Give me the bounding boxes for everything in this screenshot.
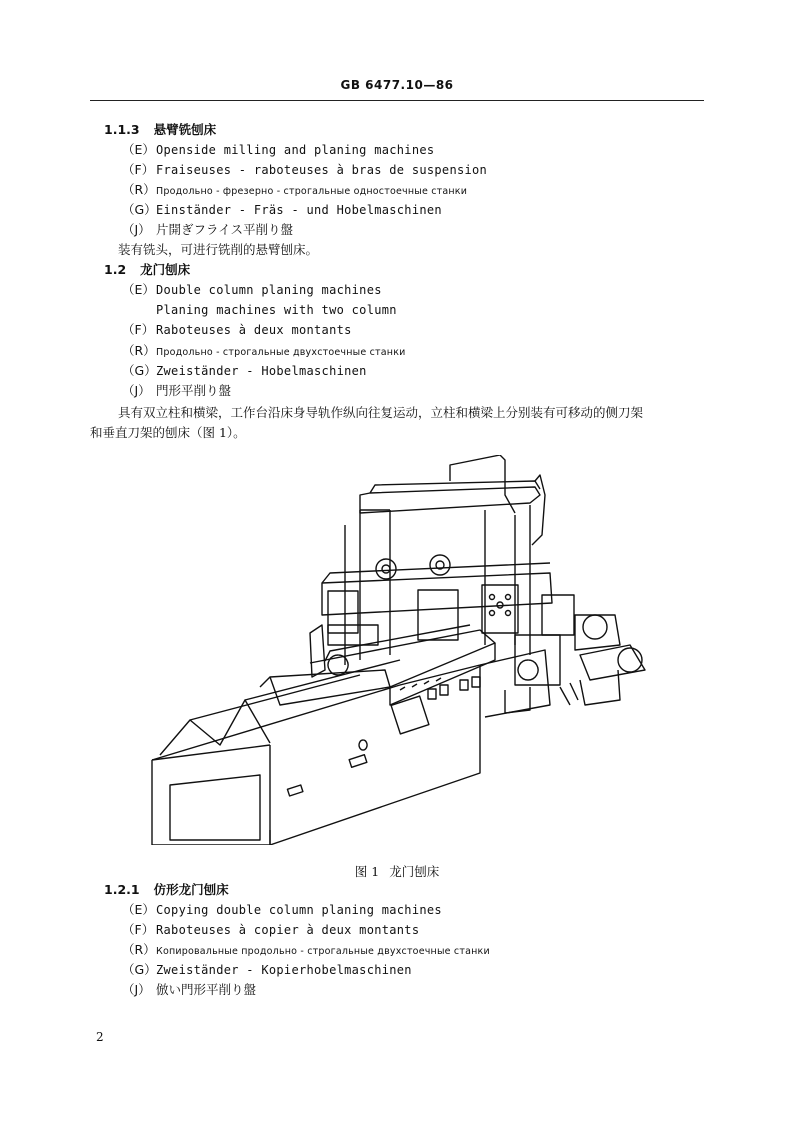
section-title: 悬臂铣刨床: [153, 122, 217, 137]
lang-label: （G）: [122, 363, 157, 378]
term-text: 倣い門形平削り盤: [156, 982, 257, 997]
definition-text: 装有铣头，可进行铣削的悬臂刨床。: [118, 242, 319, 257]
term-e-alt: [156, 302, 397, 318]
section-title: 龙门刨床: [140, 262, 191, 277]
figure-title: 龙门刨床: [389, 864, 440, 879]
term-e: [122, 282, 382, 298]
term-text: Raboteuses à deux montants: [156, 323, 352, 337]
section-number: 1.2.1: [104, 882, 140, 897]
standard-code-header: GB 6477.10—86: [340, 78, 454, 92]
term-r: [122, 182, 467, 200]
term-text: Openside milling and planing machines: [156, 143, 435, 157]
term-text: Zweiständer - Hobelmaschinen: [156, 364, 367, 378]
term-text: Planing machines with two column: [156, 303, 397, 317]
header-rule: [90, 100, 704, 101]
page-number: 2: [96, 1030, 104, 1044]
figure-label: 图 1: [354, 864, 380, 879]
term-text: 片開ぎフライス平削り盤: [156, 222, 294, 237]
lang-label: （R）: [122, 343, 156, 358]
term-text: 門形平削り盤: [156, 383, 232, 398]
lang-label: （E）: [122, 282, 155, 297]
lang-label: （G）: [122, 202, 157, 217]
term-text: Продольно - строгальные двухстоечные станки: [156, 347, 406, 358]
term-text: Einständer - Fräs - und Hobelmaschinen: [156, 203, 442, 217]
lang-label: （F）: [122, 162, 155, 177]
section-heading-1-2: [104, 262, 190, 278]
planing-machine-illustration: [150, 455, 660, 845]
lang-label: （J）: [122, 222, 151, 237]
term-j: [122, 982, 256, 998]
term-j: [122, 222, 293, 238]
term-r: [122, 942, 490, 960]
section-heading-1-1-3: [104, 122, 216, 138]
section-number: 1.2: [104, 262, 127, 277]
section-title: 仿形龙门刨床: [153, 882, 229, 897]
lang-label: （F）: [122, 922, 155, 937]
term-text: Double column planing machines: [156, 283, 382, 297]
lang-label: （G）: [122, 962, 157, 977]
lang-label: （J）: [122, 982, 151, 997]
term-f: [122, 162, 487, 178]
term-text: Копировальные продольно - строгальные двухстоечные станки: [156, 946, 490, 957]
term-text: Copying double column planing machines: [156, 903, 442, 917]
term-text: Продольно - фрезерно - строгальные одностоечные станки: [156, 186, 468, 197]
definition-text-line-2: 和垂直刀架的刨床（图 1）。: [90, 425, 246, 440]
section-number: 1.1.3: [104, 122, 140, 137]
term-g: [122, 962, 412, 978]
lang-label: （R）: [122, 182, 156, 197]
term-g: [122, 202, 442, 218]
lang-label: （E）: [122, 902, 155, 917]
lang-label: （J）: [122, 383, 151, 398]
term-f: [122, 322, 352, 338]
term-e: [122, 902, 442, 918]
term-text: Raboteuses à copier à deux montants: [156, 923, 420, 937]
term-r: [122, 343, 406, 361]
term-f: [122, 922, 419, 938]
section-heading-1-2-1: [104, 882, 229, 898]
figure-caption: [0, 862, 794, 880]
term-e: [122, 142, 434, 158]
lang-label: （E）: [122, 142, 155, 157]
term-g: [122, 363, 367, 379]
term-text: Zweiständer - Kopierhobelmaschinen: [156, 963, 412, 977]
term-text: Fraiseuses - raboteuses à bras de suspension: [156, 163, 488, 177]
definition-text-line-1: 具有双立柱和横梁，工作台沿床身导轨作纵向往复运动，立柱和横梁上分别装有可移动的侧刀架: [118, 405, 644, 420]
lang-label: （R）: [122, 942, 156, 957]
lang-label: （F）: [122, 322, 155, 337]
term-j: [122, 383, 231, 399]
